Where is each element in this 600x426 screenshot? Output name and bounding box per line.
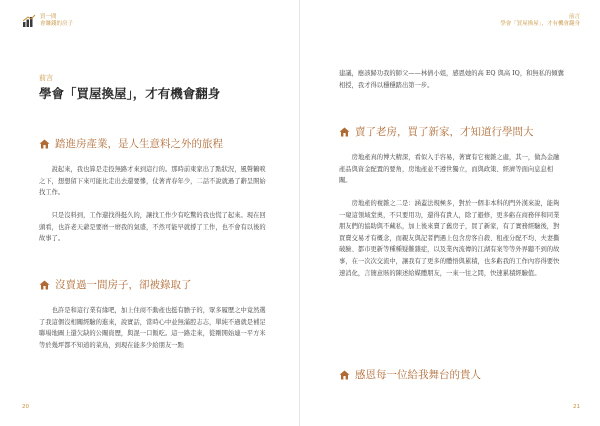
section-heading-1 (39, 136, 223, 151)
section-heading-2-text: 沒賣過一間房子，卻被錄取了 (55, 279, 192, 291)
paragraph: 房地產的複雜之二是：涵蓋法規極多，對於一個非本科的門外漢來說，能夠一窺這領域堂奧，不只要用功，還得有貴人，除了避修，更多虧在商務伴和同業朋友們的協助與不藏私，加上後來賣了舊房子，買了新家，有了實務經驗後，對買賣交易才有概念，而親友與記者們遇上包含房客自殺、租產分配不均、夫妻撕破臉、都市更新等種種疑難雜症，以及業內流傳的江湖有案等等外界聽不到的故事，在一次次交流中，讓我有了更多的體悟與累積，也多虧我的工作內容得要快速消化，言簡意賅的陳述給媒體朋友，一來一往之間，快速累積經驗值。 (339, 200, 560, 277)
paragraph: 建議，應該歸功我的師父——林倩小姐，感恩她的高 EQ 與高 IQ，和無私的傾囊相授，我才得以穩穩踏出第一步。 (339, 70, 564, 89)
page-number: 20 (22, 404, 29, 410)
chapter-title: 學會「買屋換屋」，才有機會翻身 (39, 86, 221, 101)
house-icon (339, 370, 350, 380)
brand-line-1: 買一間 (40, 14, 57, 20)
page-number: 21 (573, 404, 580, 410)
preface-label: 前言 (39, 74, 53, 82)
paragraph: 說起來，我也算是走投無路才來到這行的。那時前東家出了點狀況，風聲鶴唳之下，想想留下來可能比走出去還要慘，仗著青春年少，二話不說就過了辭呈開始找工作。 (39, 166, 266, 197)
paragraph: 房地產真的博大精深，看似入手容易，著實有它複雜之處，其一，做為金融產品與資金配置的要角，房地產並不遵世獨立，而與政策、經濟等面向息息相關。 (339, 154, 560, 185)
section-heading-4-text: 感恩每一位給我舞台的貴人 (355, 369, 481, 381)
house-icon (339, 127, 350, 137)
header-running-title (500, 14, 580, 28)
house-icon (39, 280, 50, 290)
running-label: 前言 (568, 14, 580, 20)
left-page (0, 0, 299, 426)
section-heading-2 (39, 277, 192, 292)
section-heading-3 (339, 124, 534, 139)
house-icon (39, 139, 50, 149)
bar-chart-house-logo-icon (22, 14, 36, 28)
section-heading-1-text: 踏進房產業，是人生意料之外的旅程 (55, 138, 223, 150)
section-heading-4 (339, 367, 481, 382)
running-title: 學會「買屋換屋」，才有機會翻身 (500, 21, 580, 27)
paragraph: 只是沒料到，工作還找得挺久的，讓找工作少有吃驚的我也慌了起來。現在回頭看，也許老天爺是要磨一磨我的氣盛，不然可能早就撐了工作，也不會有以後的故事了。 (39, 212, 266, 243)
section-heading-3-text: 賣了老房，買了新家，才知道行學問大 (355, 126, 534, 138)
header-brand (22, 14, 73, 28)
right-page (300, 0, 600, 426)
paragraph: 也許是和這行業有緣吧，加上住商不動產也挺有膽子的，眾多履歷之中竟然選了我這個沒相關經驗的進來，說實話，當時心中並無滿腔志志，單純不過就是補足聯場地圖上還欠缺的公關資歷，與混一口飯吃。這一路走來，從剛開始連一平方米等於幾坪都不知道的菜鳥，到現在能多少給朋友一點 (39, 307, 266, 349)
brand-line-2: 會賺錢的房子 (40, 21, 74, 27)
